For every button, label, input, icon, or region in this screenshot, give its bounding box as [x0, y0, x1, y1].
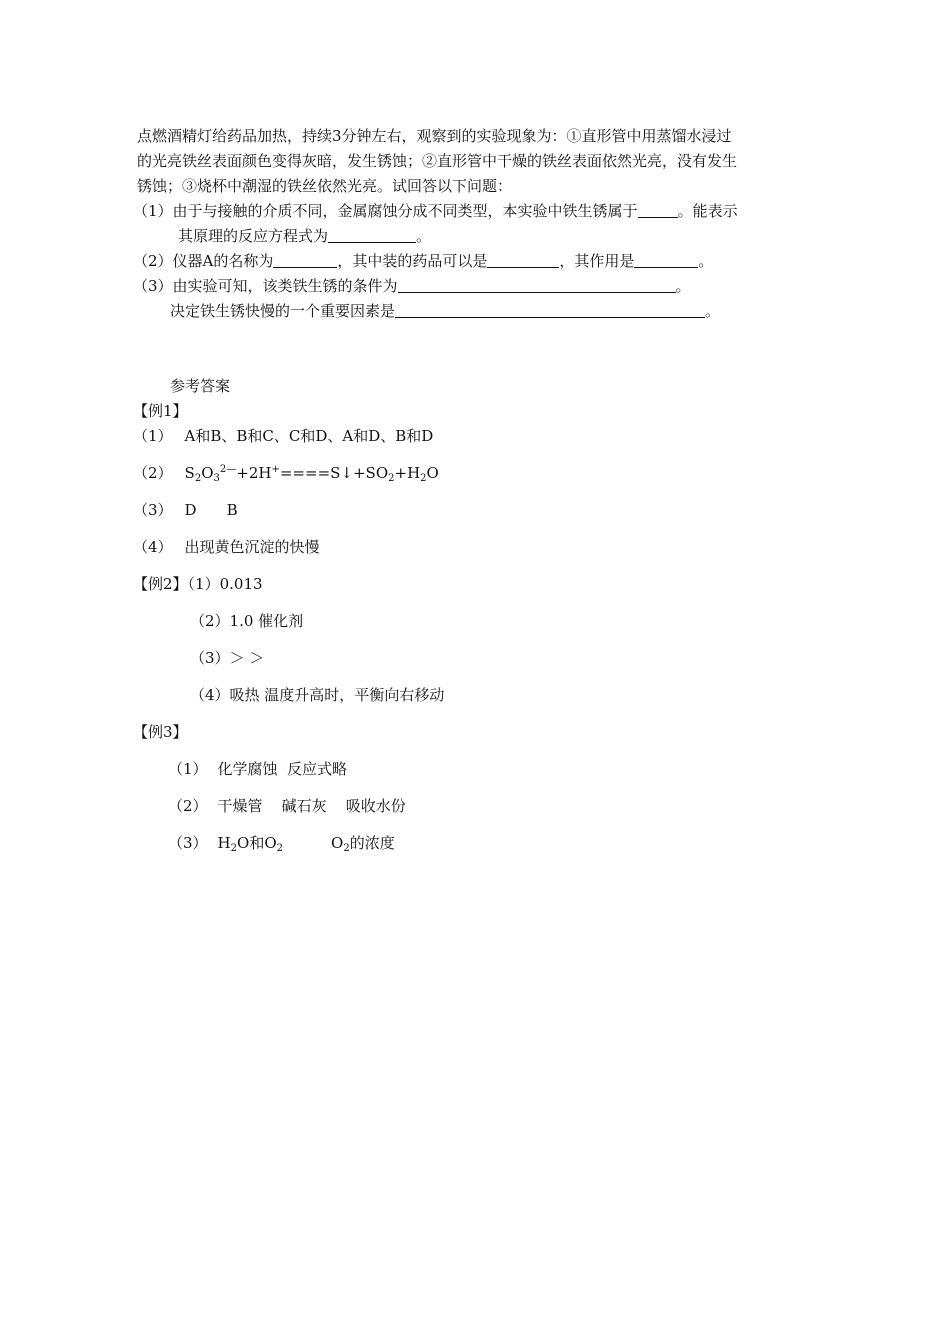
answer-blank — [273, 253, 337, 268]
answer-number: （3） — [168, 834, 208, 852]
answer-number: （2） — [168, 797, 208, 815]
question-2-text-d: 。 — [698, 252, 714, 270]
question-3-cont: 决定铁生锈快慢的一个重要因素是 — [170, 302, 396, 320]
question-3-line-2 — [170, 301, 720, 321]
answer-choice-b: B — [226, 501, 238, 519]
example-2-answer-4: （4）吸热 温度升高时，平衡向右移动 — [190, 686, 445, 704]
question-3-text-end: 。 — [675, 277, 691, 295]
answer-choice-d: D — [184, 501, 197, 519]
answer-number: （1） — [168, 760, 208, 778]
paragraph-line-3: 锈蚀；③烧杯中潮湿的铁丝依然光亮。试回答以下问题： — [137, 177, 513, 195]
question-1-line-1 — [133, 201, 738, 221]
paragraph-line-1: 点燃酒精灯给药品加热，持续3分钟左右，观察到的实验现象为：①直形管中用蒸馏水浸过 — [137, 127, 732, 145]
question-1-text: （1）由于与接触的介质不同，金属腐蚀分成不同类型，本实验中铁生锈属于 — [133, 202, 638, 220]
example-3-title: 【例3】 — [133, 723, 188, 741]
answer-text: A和B、B和C、C和D、A和D、B和D — [184, 427, 434, 445]
answer-blank — [487, 253, 559, 268]
answer-number: （1） — [133, 427, 173, 445]
oxygen-concentration: $O_2$的浓度 — [331, 834, 395, 854]
answer-text: 干燥管 碱石灰 吸收水份 — [217, 797, 406, 815]
paragraph-line-2: 的光亮铁丝表面颜色变得灰暗，发生锈蚀；②直形管中干燥的铁丝表面依然光亮，没有发生 — [137, 152, 738, 170]
example-1-answer-1 — [133, 426, 433, 446]
question-2-text-b: ，其中装的药品可以是 — [337, 252, 488, 270]
ionic-equation: $S_2O_3^{2—}+2H^+====S↓+SO_2+H_2O$ — [184, 464, 439, 484]
question-1-line-2 — [178, 226, 431, 246]
example-3-answer-1 — [168, 759, 347, 779]
question-2-line — [133, 251, 713, 271]
question-1-text-end: 。能表示 — [677, 202, 738, 220]
answer-text: （1）0.013 — [187, 575, 263, 593]
example-1-answer-2 — [133, 463, 439, 483]
question-2-text-c: ，其作用是 — [559, 252, 635, 270]
example-2-title: 【例2】 — [133, 575, 188, 593]
answer-text: 化学腐蚀 反应式略 — [217, 760, 348, 778]
example-1-answer-3 — [133, 500, 238, 520]
example-3-answer-2 — [168, 796, 406, 816]
example-2-answer-2: （2）1.0 催化剂 — [190, 612, 304, 630]
water-and-oxygen: $H_2O$和$O_2$ — [217, 834, 283, 854]
question-3-text: （3）由实验可知，该类铁生锈的条件为 — [133, 277, 398, 295]
example-1-answer-4 — [133, 537, 320, 557]
example-3-answer-3 — [168, 833, 395, 853]
answer-blank — [328, 228, 416, 243]
question-3-line-1 — [133, 276, 691, 296]
answer-number: （2） — [133, 464, 173, 482]
question-3-cont-end: 。 — [705, 302, 721, 320]
example-2-line-1 — [133, 574, 263, 594]
answer-text: 出现黄色沉淀的快慢 — [184, 538, 320, 556]
answer-blank — [638, 203, 678, 218]
example-2-answer-3: （3）＞ ＞ — [190, 649, 265, 667]
question-1-cont-end: 。 — [416, 227, 432, 245]
answer-number: （3） — [133, 501, 173, 519]
answer-blank — [634, 253, 698, 268]
example-1-title: 【例1】 — [133, 402, 188, 420]
question-2-text: （2）仪器A的名称为 — [133, 252, 274, 270]
answers-heading: 参考答案 — [170, 377, 231, 395]
answer-blank — [398, 278, 676, 293]
answer-number: （4） — [133, 538, 173, 556]
answer-blank — [395, 303, 705, 318]
question-1-cont: 其原理的反应方程式为 — [178, 227, 329, 245]
